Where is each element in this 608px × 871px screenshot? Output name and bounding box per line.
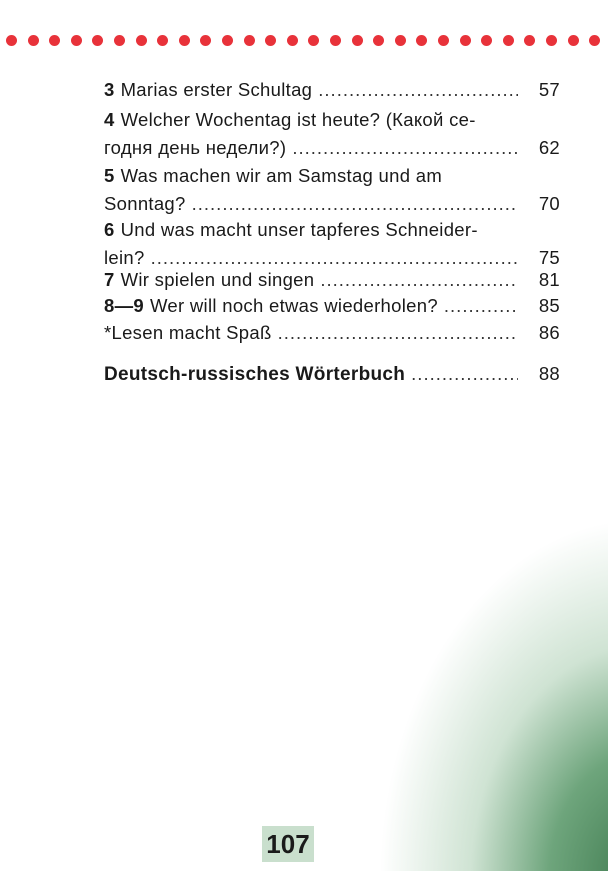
chapter-title: Was machen wir am Samstag und am [120,165,443,186]
dot-leader [320,266,518,294]
page-number: 107 [262,826,314,862]
toc-entry[interactable] [104,266,560,294]
page-ref: 81 [538,269,560,290]
red-dot [546,35,557,46]
page-ref: 70 [538,193,560,214]
red-dot [352,35,363,46]
chapter-number: 4 [104,109,115,130]
red-dot [330,35,341,46]
red-dot [200,35,211,46]
dot-leader [192,190,518,218]
red-dot [222,35,233,46]
red-dot [71,35,82,46]
red-dot [136,35,147,46]
chapter-title: Marias erster Schultag [120,79,313,100]
chapter-number: 8—9 [104,295,144,316]
chapter-title: *Lesen macht Spaß [104,322,272,343]
chapter-number: 3 [104,79,115,100]
chapter-title-continued: Sonntag? [104,193,186,214]
dot-leader [292,134,518,162]
chapter-title: Welcher Wochentag ist heute? (Какой се- [120,109,476,130]
page-ref: 85 [538,295,560,316]
red-dot [179,35,190,46]
red-dot [481,35,492,46]
chapter-number: 7 [104,269,115,290]
red-dot [244,35,255,46]
chapter-title-continued: годня день недели?) [104,137,287,158]
red-dot [49,35,60,46]
dictionary-title: Deutsch-russisches Wörterbuch [104,364,406,385]
red-dot [308,35,319,46]
toc-entry[interactable] [104,216,560,272]
red-dot [568,35,579,46]
dot-leader [411,360,518,388]
red-dot [265,35,276,46]
red-dot [373,35,384,46]
chapter-title-continued: lein? [104,247,145,268]
red-dot [589,35,600,46]
page-ref: 75 [538,247,560,268]
page-ref: 88 [538,363,560,384]
red-dot [287,35,298,46]
red-dot [395,35,406,46]
red-dot [503,35,514,46]
red-dot [28,35,39,46]
chapter-title: Wir spielen und singen [120,269,315,290]
page-ref: 57 [538,79,560,100]
red-dot [6,35,17,46]
dot-leader [318,76,518,104]
toc-entry[interactable] [104,76,560,104]
decorative-dot-border [6,35,606,49]
chapter-title: Und was macht unser tapferes Schneider- [120,219,478,240]
toc-entry[interactable] [104,319,560,347]
toc-entry[interactable] [104,292,560,320]
red-dot [416,35,427,46]
red-dot [524,35,535,46]
red-dot [438,35,449,46]
chapter-number: 6 [104,219,115,240]
red-dot [114,35,125,46]
toc-entry-dictionary[interactable] [104,360,560,388]
red-dot [460,35,471,46]
red-dot [92,35,103,46]
page-ref: 86 [538,322,560,343]
page-ref: 62 [538,137,560,158]
red-dot [157,35,168,46]
chapter-title: Wer will noch etwas wiederholen? [149,295,438,316]
chapter-number: 5 [104,165,115,186]
toc-entry[interactable] [104,106,560,162]
dot-leader [278,319,518,347]
toc-entry[interactable] [104,162,560,218]
dot-leader [444,292,518,320]
